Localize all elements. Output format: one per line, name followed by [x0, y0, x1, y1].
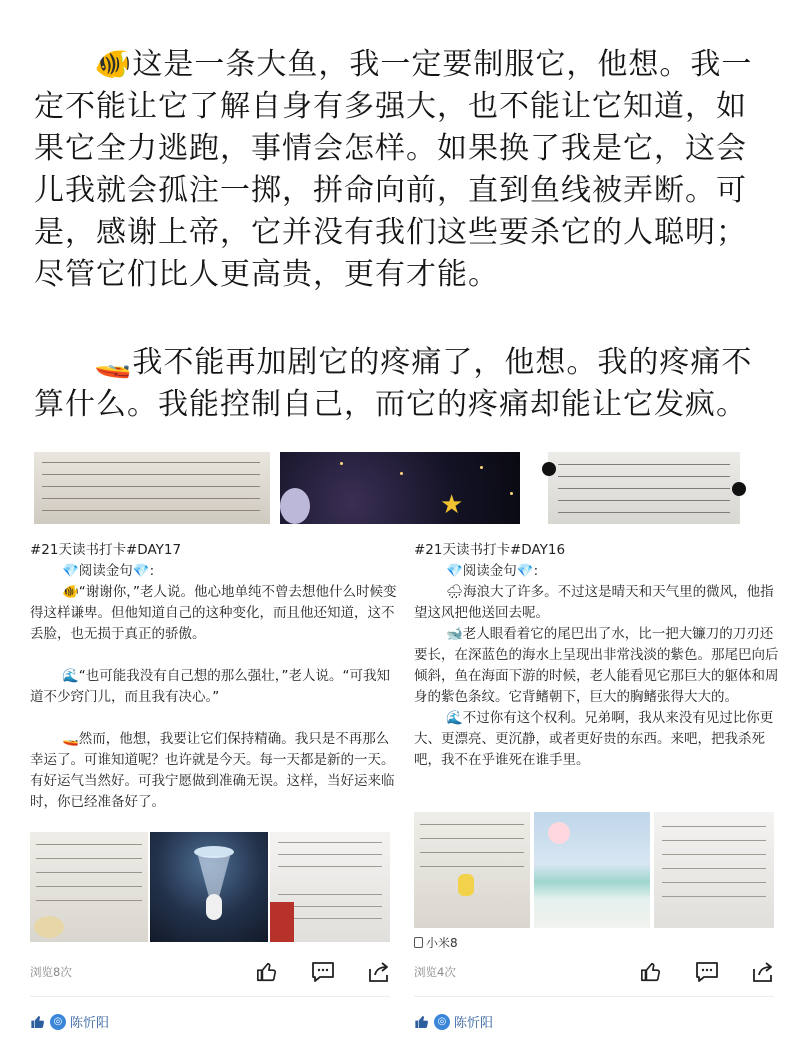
quote-paragraph-1	[34, 44, 764, 296]
post-title[interactable]: #21天读书打卡#DAY16	[414, 542, 566, 558]
thumbs-up-filled-icon	[414, 1014, 430, 1030]
phone-icon	[414, 937, 423, 948]
post-card-day17	[30, 540, 400, 813]
post-actions	[254, 960, 392, 984]
post-paragraph: 🐠“谢谢你，”老人说。他心地单纯不曾去想他什么时候变得这样谦卑。但他知道自己的这种变化，而且他还知道，这不丢脸，也无损于真正的骄傲。	[30, 584, 397, 642]
device-label	[414, 934, 458, 951]
post-paragraph: 🌊“也可能我没有自己想的那么强壮，”老人说。“可我知道不少窍门儿，而且我有决心。”	[30, 668, 391, 705]
share-icon[interactable]	[750, 960, 776, 984]
gallery-image-sky[interactable]	[534, 812, 650, 928]
photo-strip	[0, 452, 799, 524]
thumbs-up-icon[interactable]	[254, 960, 280, 984]
divider	[414, 996, 774, 997]
share-icon[interactable]	[366, 960, 392, 984]
thumbs-up-icon[interactable]	[638, 960, 664, 984]
photo-handwritten-notes[interactable]	[34, 452, 270, 524]
divider	[30, 996, 390, 997]
author-name[interactable]: 陈忻阳	[70, 1016, 110, 1031]
post-body	[30, 582, 400, 813]
liked-by-row	[30, 1012, 109, 1031]
post-paragraph: 🐋老人眼看着它的尾巴出了水，比一把大镰刀的刀刃还要长，在深蓝色的海水上呈现出非常浅淡的紫色。那尾巴向后倾斜，鱼在海面下游的时候，老人能看见它那巨大的躯体和周身的紫色条纹。它背鳍朝下，巨大的胸鳍张得大大的。	[414, 626, 779, 705]
post-actions	[638, 960, 776, 984]
post-card-day16	[414, 540, 784, 771]
quote-section	[34, 44, 764, 426]
gallery-image-book[interactable]	[270, 832, 390, 942]
view-count: 浏览8次	[30, 965, 72, 979]
gallery-image-book[interactable]	[654, 812, 774, 928]
post-paragraph: 🌧海浪大了许多。不过这是晴天和天气里的微风，他指望这风把他送回去呢。	[414, 584, 774, 621]
post-subtitle: 💎阅读金句💎:	[62, 563, 155, 579]
photo-book-page[interactable]	[548, 452, 740, 524]
photo-night-sky[interactable]	[280, 452, 520, 524]
author-name[interactable]: 陈忻阳	[454, 1016, 494, 1031]
comment-icon[interactable]	[310, 960, 336, 984]
quote-text-2: 我不能再加剧它的疼痛了，他想。我的疼痛不算什么。我能控制自己，而它的疼痛却能让它发疯。	[34, 345, 753, 422]
liked-by-row	[414, 1012, 493, 1031]
fish-icon: 🐠	[94, 47, 133, 82]
post-paragraph: 🚤然而，他想，我要让它们保持精确。我只是不再那么幸运了。可谁知道呢？也许就是今天。每一天都是新的一天。有好运气当然好。可我宁愿做到准确无误。这样，当好运来临时，你已经准备好了。	[30, 731, 395, 810]
gallery-image-notes[interactable]	[414, 812, 530, 928]
quote-text-1: 这是一条大鱼，我一定要制服它，他想。我一定不能让它了解自身有多强大，也不能让它知道，如果它全力逃跑，事情会怎样。如果换了我是它，这会儿我就会孤注一掷，拼命向前，直到鱼线被弄断。可是，感谢上帝，它并没有我们这些要杀它的人聪明；尽管它们比人更高贵，更有才能。	[34, 47, 753, 292]
avatar[interactable]: ◎	[434, 1014, 450, 1030]
device-name: 小米8	[426, 936, 458, 950]
post-paragraph: 🌊不过你有这个权利。兄弟啊，我从来没有见过比你更大、更漂亮、更沉静，或者更好贵的东西。来吧，把我杀死吧，我不在乎谁死在谁手里。	[414, 710, 774, 768]
post-gallery-day17	[30, 832, 390, 942]
gallery-image-notes[interactable]	[30, 832, 148, 942]
quote-paragraph-2	[34, 342, 764, 426]
comment-icon[interactable]	[694, 960, 720, 984]
post-body	[414, 582, 784, 771]
post-gallery-day16	[414, 812, 774, 922]
post-subtitle: 💎阅读金句💎:	[446, 563, 539, 579]
gallery-image-astronaut[interactable]	[150, 832, 268, 942]
view-count: 浏览4次	[414, 965, 456, 979]
boat-icon: 🚤	[94, 345, 133, 380]
star-icon: ★	[440, 490, 464, 520]
post-title[interactable]: #21天读书打卡#DAY17	[30, 542, 182, 558]
thumbs-up-filled-icon	[30, 1014, 46, 1030]
avatar[interactable]: ◎	[50, 1014, 66, 1030]
